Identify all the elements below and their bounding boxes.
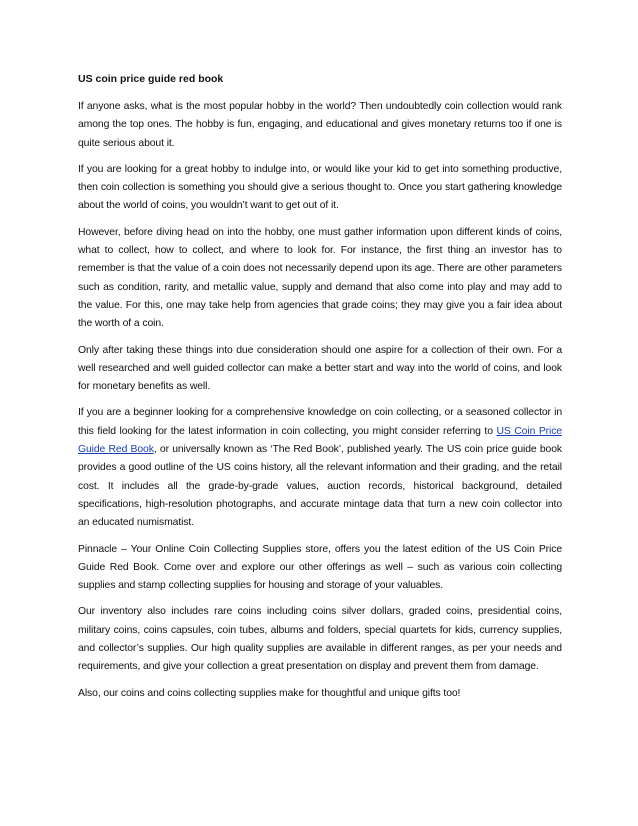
paragraph-before-diving: However, before diving head on into the hobby, one must gather information upon different kinds of coins, what to collect, how to collect, and where to look for. For instance, the first thing an investor has to remember is that the value of a coin does not necessarily depend upon its age. There are other parameters such as condition, rarity, and metallic value, supply and demand that also come into play and may add to the value. For this, one may take help from agencies that grade coins; they may give you a fair idea about the worth of a coin. — [78, 226, 562, 330]
paragraph-hobby: If you are looking for a great hobby to indulge into, or would like your kid to get into something productive, then coin collection is something you should give a serious thought to. Once you start gathering knowledge about the world of coins, you wouldn’t want to get out of it. — [78, 163, 562, 212]
paragraph-red-book-text-before: If you are a beginner looking for a comprehensive knowledge on coin collecting, or a seasoned collector in this field looking for the latest information in coin collecting, you might consider referring to — [78, 407, 562, 437]
paragraph-gifts: Also, our coins and coins collecting supplies make for thoughtful and unique gifts too! — [78, 687, 461, 699]
paragraph-red-book-text-after: , or universally known as ‘The Red Book’, published yearly. The US coin price guide book provides a good outline of the US coins history, all the relevant information and their grading, and the retail cost. It includes all the grade-by-grade values, auction records, historical background, detailed specifications, high-resolution photographs, and accurate mintage data that turn a new coin collector into an educated numismatist. — [78, 444, 562, 529]
red-book-link[interactable]: US Coin Price Guide Red Book — [78, 425, 562, 456]
paragraph-intro: If anyone asks, what is the most popular hobby in the world? Then undoubtedly coin collection would rank among the top ones. The hobby is fun, engaging, and educational and gives monetary returns too if one is quite serious about it. — [78, 101, 562, 149]
paragraph-pinnacle: Pinnacle – Your Online Coin Collecting Supplies store, offers you the latest edition of the US Coin Price Guide Red Book. Come over and explore our other offerings as well – such as various coin collecting supplies and stamp collecting supplies for housing and storage of your valuables. — [78, 543, 562, 592]
document-title: US coin price guide red book — [78, 73, 224, 85]
paragraph-red-book — [78, 404, 562, 532]
document-page — [78, 72, 562, 711]
paragraph-inventory: Our inventory also includes rare coins including coins silver dollars, graded coins, presidential coins, military coins, coins capsules, coin tubes, albums and folders, special quartets for kids, currency supplies, and collector’s supplies. Our high quality supplies are available in different ranges, as per your needs and requirements, and give your collection a great presentation on display and prevent them from damage. — [78, 606, 562, 673]
paragraph-consideration: Only after taking these things into due consideration should one aspire for a collection of their own. For a well researched and well guided collector can make a better start and way into the world of coins, and look for monetary benefits as well. — [78, 344, 562, 393]
